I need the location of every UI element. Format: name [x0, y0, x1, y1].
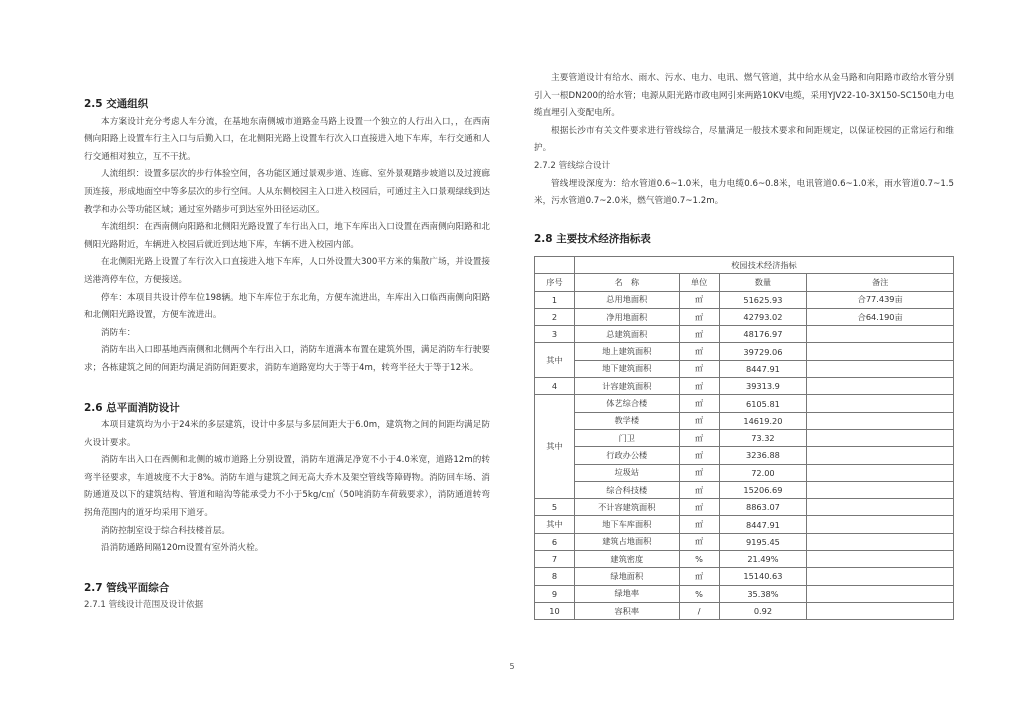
section-2-5-title: 2.5 交通组织 [84, 98, 149, 110]
table-header: 备注 [807, 274, 954, 291]
table-cell-name: 建筑密度 [574, 551, 679, 568]
table-cell-note [807, 343, 954, 360]
table-cell-value: 35.38% [719, 585, 807, 602]
paragraph: 在北侧阳光路上设置了车行次入口直接进入地下车库，人口外设置大300平方米的集散广场，并设置接送港湾停车位，方便接送。 [84, 257, 490, 285]
table-cell-no: 其中 [535, 395, 575, 499]
table-cell-no: 10 [535, 602, 575, 619]
paragraph: 消防车出入口在西侧和北侧的城市道路上分别设置，消防车道满足净宽不小于4.0米宽，道路12m的转弯半径要求，车道坡度不大于8%。消防车道与建筑之间无高大乔木及架空管线等障碍物。消防回车场、消防通道及以下的建筑结构、管道和暗沟等能承受力不小于5kg/c㎡（50吨消防车荷载要求），消防通道转弯拐角范围内的道牙均采用下道牙。 [84, 455, 490, 519]
table-row [535, 602, 954, 619]
table-cell-note [807, 533, 954, 550]
right-column [534, 0, 954, 248]
table-row [535, 326, 954, 343]
table-cell-value: 8863.07 [719, 499, 807, 516]
left-column [84, 0, 490, 615]
table-cell-unit: ㎡ [679, 326, 719, 343]
table-cell-note [807, 568, 954, 585]
table-row [535, 585, 954, 602]
section-2-7-1-title: 2.7.1 管线设计范围及设计依据 [84, 600, 204, 611]
table-cell-value: 15140.63 [719, 568, 807, 585]
paragraph: 主要管道设计有给水、雨水、污水、电力、电讯、燃气管道，其中给水从金马路和向阳路市政给水管分别引入一根DN200的给水管；电源从阳光路市政电网引来两路10KV电缆，采用YJV22-10-3X150-SC150电力电缆直埋引入变配电所。 [534, 73, 954, 119]
table-cell-note [807, 378, 954, 395]
table-row [535, 481, 954, 498]
table-row [535, 291, 954, 308]
table-cell-value: 0.92 [719, 602, 807, 619]
table-cell-no: 6 [535, 533, 575, 550]
table-cell-no: 2 [535, 308, 575, 325]
table-cell-unit: ㎡ [679, 516, 719, 533]
table-cell-unit: ㎡ [679, 464, 719, 481]
table-cell-value: 15206.69 [719, 481, 807, 498]
table-cell-no: 其中 [535, 516, 575, 533]
paragraph: 人流组织：设置多层次的步行体验空间，各功能区通过景观步道、连廊、室外景观踏步坡道以及过渡廊顶连接，形成地面空中等多层次的步行空间。人从东侧校园主入口进入校园后，可通过主入口景观绿线到达教学和办公等功能区域；通过室外踏步可到达室外田径运动区。 [84, 169, 490, 215]
table-row [535, 308, 954, 325]
table-cell-note [807, 447, 954, 464]
table-cell-value: 72.00 [719, 464, 807, 481]
table-cell-note [807, 360, 954, 377]
paragraph: 管线埋设深度为：给水管道0.6~1.0米，电力电缆0.6~0.8米，电讯管道0.6~1.0米，雨水管道0.7~1.5米，污水管道0.7~2.0米，燃气管道0.7~1.2m。 [534, 178, 954, 207]
table-cell-no: 3 [535, 326, 575, 343]
table-cell-unit: ㎡ [679, 533, 719, 550]
table-cell-unit: ㎡ [679, 447, 719, 464]
table-cell-name: 地下建筑面积 [574, 360, 679, 377]
table-row [535, 429, 954, 446]
table-cell-note [807, 464, 954, 481]
table-cell-unit: ㎡ [679, 412, 719, 429]
table-cell-value: 8447.91 [719, 516, 807, 533]
table-cell-name: 门卫 [574, 429, 679, 446]
table-cell-name: 地下车库面积 [574, 516, 679, 533]
table-cell-no: 4 [535, 378, 575, 395]
table-cell-no: 5 [535, 499, 575, 516]
table-cell-value: 21.49% [719, 551, 807, 568]
table-cell-value: 73.32 [719, 429, 807, 446]
table-header-row [535, 274, 954, 291]
table-cell-note [807, 585, 954, 602]
table-cell-value: 51625.93 [719, 291, 807, 308]
table-row [535, 499, 954, 516]
table-row [535, 447, 954, 464]
table-cell-name: 行政办公楼 [574, 447, 679, 464]
paragraph: 消防控制室设于综合科技楼首层。 [101, 525, 230, 536]
table-cell-note [807, 481, 954, 498]
table-cell-note [807, 326, 954, 343]
table-cell-note [807, 602, 954, 619]
table-cell-name: 垃圾站 [574, 464, 679, 481]
paragraph: 车流组织：在西南侧向阳路和北侧阳光路设置了车行出入口，地下车库出入口设置在西南侧向阳路和北侧阳光路附近，车辆进入校园后就近到达地下库，车辆不进入校园内部。 [84, 222, 490, 250]
table-cell-unit: ㎡ [679, 568, 719, 585]
table-row [535, 343, 954, 360]
paragraph: 本项目建筑均为小于24米的多层建筑，设计中多层与多层间距大于6.0m，建筑物之间的间距均满足防火设计要求。 [84, 420, 490, 448]
table-cell-name: 总用地面积 [574, 291, 679, 308]
table-row [535, 360, 954, 377]
table-cell-unit: ㎡ [679, 395, 719, 412]
table-caption: 校园技术经济指标 [574, 257, 953, 274]
table-row [535, 516, 954, 533]
table-cell-no: 1 [535, 291, 575, 308]
table-cell-name: 建筑占地面积 [574, 533, 679, 550]
table-header: 数量 [719, 274, 807, 291]
table-cell-unit: ㎡ [679, 499, 719, 516]
table-cell-name: 综合科技楼 [574, 481, 679, 498]
paragraph: 消防车出入口即基地西南侧和北侧两个车行出入口，消防车道满本布置在建筑外围，满足消防车行驶要求；各栋建筑之间的间距均满足消防间距要求，消防车道路宽均大于等于4m，转弯半径大于等于12米。 [84, 345, 490, 373]
table-cell-unit: ㎡ [679, 378, 719, 395]
section-2-7-title: 2.7 管线平面综合 [84, 581, 170, 594]
table-row [535, 378, 954, 395]
table-cell-note [807, 395, 954, 412]
table-cell-name: 容积率 [574, 602, 679, 619]
table-cell-value: 14619.20 [719, 412, 807, 429]
table-cell-value: 6105.81 [719, 395, 807, 412]
section-2-8-title: 2.8 主要技术经济指标表 [534, 232, 651, 245]
table-cell-name: 地上建筑面积 [574, 343, 679, 360]
table-cell-note: 合77.439亩 [807, 291, 954, 308]
table-cell-no: 7 [535, 551, 575, 568]
table-cell-note [807, 551, 954, 568]
table-cell-no: 9 [535, 585, 575, 602]
table-row [535, 412, 954, 429]
table-cell-name: 体艺综合楼 [574, 395, 679, 412]
table-cell-unit: ㎡ [679, 308, 719, 325]
table-cell-value: 8447.91 [719, 360, 807, 377]
table-cell-unit: ㎡ [679, 291, 719, 308]
paragraph: 停车：本项目共设计停车位198辆。地下车库位于东北角，方便车流进出，车库出入口临西南侧向阳路和北侧阳光路设置，方便车流进出。 [84, 292, 490, 321]
table-cell-name: 净用地面积 [574, 308, 679, 325]
page-number: 5 [509, 662, 515, 671]
paragraph: 消防车： [101, 327, 136, 338]
table-cell-value: 39313.9 [719, 378, 807, 395]
paragraph: 本方案设计充分考虑人车分流，在基地东南侧城市道路金马路上设置一个独立的人行出入口，，在西南侧向阳路上设置车行主入口与后勤入口，在北侧阳光路上设置车行次入口直接进入地下车库，车行交通和人行交通相对独立，互不干扰。 [84, 116, 490, 162]
table-header: 单位 [679, 274, 719, 291]
table-cell-value: 39729.06 [719, 343, 807, 360]
table-header: 名 称 [574, 274, 679, 291]
table-cell-value: 48176.97 [719, 326, 807, 343]
section-2-6-title: 2.6 总平面消防设计 [84, 401, 180, 414]
tech-indicators-table [534, 256, 954, 620]
table-row [535, 464, 954, 481]
table-header: 序号 [535, 274, 575, 291]
table-row [535, 395, 954, 412]
table-cell-no: 其中 [535, 343, 575, 378]
table-cell-name: 绿地率 [574, 585, 679, 602]
table-cell-name: 教学楼 [574, 412, 679, 429]
table-cell-name: 计容建筑面积 [574, 378, 679, 395]
table-cell-note [807, 499, 954, 516]
paragraph: 根据长沙市有关文件要求进行管线综合，尽量满足一般技术要求和间距规定，以保证校园的正常运行和维护。 [534, 125, 954, 154]
table-cell-note: 合64.190亩 [807, 308, 954, 325]
table-cell-value: 3236.88 [719, 447, 807, 464]
table-cell-name: 不计容建筑面积 [574, 499, 679, 516]
table-cell-note [807, 412, 954, 429]
table-cell-unit: ㎡ [679, 360, 719, 377]
table-cell-unit: ㎡ [679, 343, 719, 360]
table-cell-name: 绿地面积 [574, 568, 679, 585]
table-cell-unit: % [679, 551, 719, 568]
table-row [535, 533, 954, 550]
table-cell-note [807, 429, 954, 446]
paragraph: 沿消防通路间隔120m设置有室外消火栓。 [101, 543, 264, 554]
table-row [535, 551, 954, 568]
table-caption-spacer [535, 257, 575, 274]
table-cell-name: 总建筑面积 [574, 326, 679, 343]
table-cell-unit: / [679, 602, 719, 619]
table-cell-unit: % [679, 585, 719, 602]
table-cell-unit: ㎡ [679, 429, 719, 446]
table-cell-value: 42793.02 [719, 308, 807, 325]
table-cell-no: 8 [535, 568, 575, 585]
table-cell-unit: ㎡ [679, 481, 719, 498]
table-cell-note [807, 516, 954, 533]
table-row [535, 568, 954, 585]
table-cell-value: 9195.45 [719, 533, 807, 550]
section-2-7-2-title: 2.7.2 管线综合设计 [534, 160, 611, 171]
